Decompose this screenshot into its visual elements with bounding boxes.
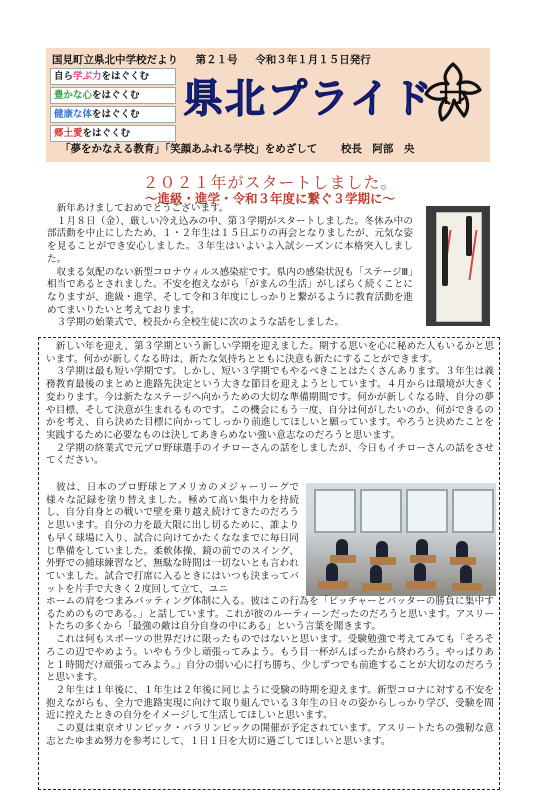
article-subtitle: ～進級・進学・令和３年度に繋ぐ３学期に～: [144, 191, 395, 206]
motto-item: 豊かな心をはぐくむ: [50, 87, 176, 104]
issue-number: 第２１号: [195, 54, 238, 66]
photo-window: [406, 489, 448, 533]
photo-window: [314, 489, 356, 533]
photo-window: [452, 489, 494, 533]
poster-ink: [442, 226, 448, 286]
speech-paragraph: 新しい年を迎え、第３学期という新しい学期を迎えました。期する思いを心に秘めた人もいるかと思います。何かが新しくなる時は、新たな気持ちとともに決意も新たにすることができます。 ３学期は最も短い学期です。しかし、短い３学期でもやるべきことはたくさんあります。３年生は義務教育最後のまとめと進路先決定という大きな節目を迎えようとしています。４月からは環境が大きく変わります。今は新たなステージへ向かうための大切な準備期間です。何かが新しくなる時、自分の夢や目標、そして決意が生まれるものです。この機会にもう一度、自分は何がしたいのか、何ができるのかを考え、自ら決めた目標に向かってしっかり前進してほしいと願っています。やろうと決めたことを実践するために必要なものは決してあきらめない強い意志なのだろうと思います。 ２学期の終業式で元プロ野球選手のイチローさんの話をしましたが、今日もイチローさんの話をさせてください。: [46, 341, 494, 467]
speech-paragraph: ホームの肩をつまみバッティング体制に入る。彼はこの行為を「ピッチャーとバッターの勝負に集中するためのものである。」と話しています。これが彼のルーティーンだったのだろうと思います。アスリートたちの多くから「最強の敵は自分自身の中にある」という言葉を聞きます。 これは何もスポーツの世界だけに限ったものではないと思います。受験勉強で考えてみても「そろそろこの辺でやめよう。いやもう少し頑張ってみよう。もう目一杯がんばったから終わろう。やっぱりあと１時間だけ頑張ってみよう。」自分の弱い心に打ち勝ち、少しずつでも前進することが大切なのだろうと思います。 ２年生は１年後に、１年生は２年後に同じように受験の時期を迎えます。新型コロナに対する不安を抱えながらも、全力で進路実現に向けて取り組んでいる３年生の日々の姿からしっかり学び、受験を間近に控えたときの自分をイメージして生活してほしいと思います。 この夏は東京オリンピック・パラリンピックの開催が予定されています。アスリートたちの強靭な意志とたゆまぬ努力を参考にして、１日１日を大切に過ごしてほしいと思います。: [46, 596, 494, 747]
motto-item: 健康な体をはぐくむ: [50, 106, 176, 123]
issue-date: 令和３年１月１５日発行: [255, 54, 371, 66]
photo-desk: [318, 581, 348, 589]
school-crest-icon: [420, 60, 486, 126]
poster-ink: [466, 216, 472, 256]
photo-desk: [406, 581, 436, 589]
photo-desk: [452, 583, 482, 591]
speech-paragraph: 彼は、日本のプロ野球とアメリカのメジャーリーグで様々な記録を塗り替えました。極めて高い集中力を持続し、自分自身との戦いで壁を乗り越え続けてきたのだろうと思います。自分の力を最大限に出し切るために、誰よりも早く球場に入り、試合に向けてかたくななまでに毎日同じ準備をしていました。柔軟体操、鏡の前でのスイング、外野での捕球練習など、無駄な時間は一切ないとも言われていました。試合で打席に入るときにはいつも決まってバットを片手で大きく２度回して立て、ユニ: [46, 482, 299, 595]
photo-student: [326, 563, 338, 581]
photo-student: [414, 563, 426, 581]
photo-desk: [362, 583, 392, 591]
motto-item: 自ら学ぶ力をはぐくむ: [50, 68, 176, 85]
photo-window: [360, 489, 402, 533]
photo-student: [370, 565, 382, 583]
photo-desk: [370, 557, 396, 565]
newsletter-title: 県北プライド: [183, 76, 434, 122]
photo-desk: [410, 555, 436, 563]
school-slogan: 「夢をかなえる教育」「笑顔あふれる学校」をめざして: [60, 143, 318, 155]
photo-student: [460, 565, 472, 583]
slogan-line: [60, 141, 490, 156]
classroom-photo: [306, 483, 496, 596]
motto-item: 郷土愛をはぐくむ: [50, 125, 176, 142]
motto-list: [50, 68, 176, 144]
issue-line: [52, 52, 412, 67]
intro-paragraph: 新年あけましておめでとうございます。 １月８日（金）、厳しい冷え込みの中、第３学期がスタートしました。冬休み中の部活動を中止にしたため、１・２年生は１５日ぶりの再会となりましたが、元気な姿を見ることができ安心しました。３年生はいよいよ入試シーズンに本格突入しました。 収まる気配のない新型コロナウィルス感染症です。県内の感染状況も「ステージⅢ」相当であるとされました。不安を抱えながら「がまんの生活」がしばらく続くことになりますが、進級・進学、そして令和３年度にしっかりと繋がるように教育活動を進めてまいりたいと考えております。 ３学期の始業式で、校長から全校生徒に次のような話をしました。: [47, 203, 413, 329]
article-title: ２０２１年がスタートしました。: [142, 173, 398, 192]
school-name: 国見町立県北中学校だより: [52, 54, 178, 66]
photo-desk: [330, 555, 356, 563]
principal-name: 校長 阿部 央: [340, 143, 415, 155]
calligraphy-photo: [426, 206, 490, 326]
photo-desk: [450, 557, 476, 565]
